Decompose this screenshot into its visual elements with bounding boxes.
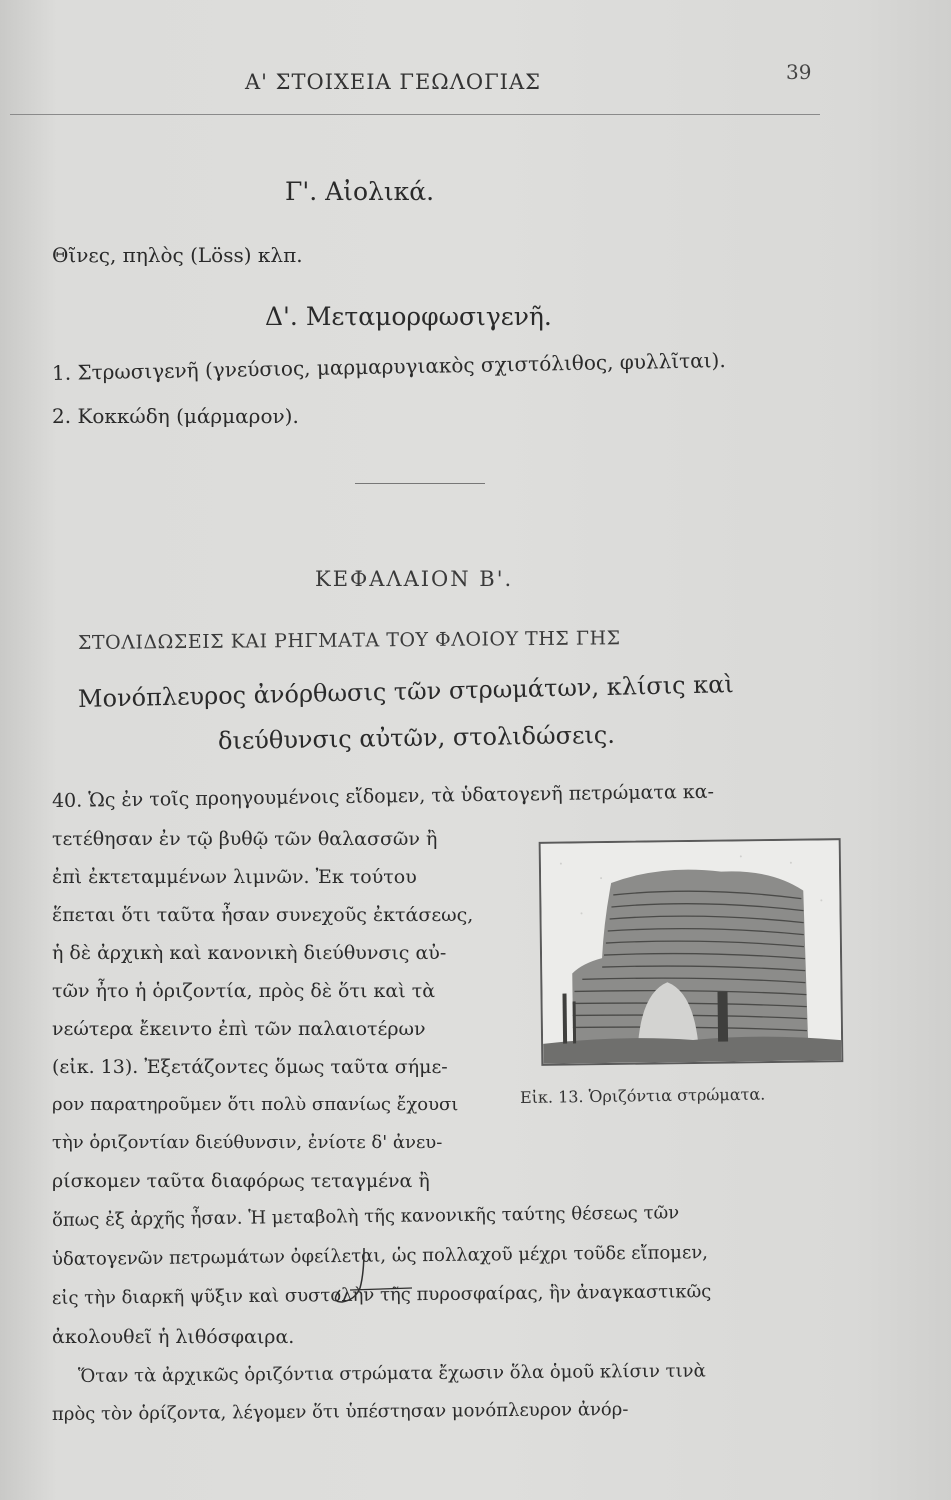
body-line: νεώτερα ἔκειντο ἐπὶ τῶν παλαιοτέρων <box>52 1018 426 1040</box>
section-c-heading: Γ'. Αἰολικά. <box>285 177 435 206</box>
body-line: ἐπὶ ἐκτεταμμένων λιμνῶν. Ἐκ τούτου <box>52 866 417 888</box>
layered-rock-outcrop-icon <box>541 840 842 1064</box>
body-line: τὴν ὁριζοντίαν διεύθυνσιν, ἐνίοτε δ' ἀνευ- <box>52 1132 443 1153</box>
chapter-subtitle: ΣΤΟΛΙΔΩΣΕΙΣ ΚΑΙ ΡΗΓΜΑΤΑ ΤΟΥ ΦΛΟΙΟΥ ΤΗΣ ΓΗΣ <box>77 627 621 654</box>
body-line: 40. Ὡς ἐν τοῖς προηγουμένοις εἴδομεν, τὰ ὑδατογενῆ πετρώματα κα- <box>51 780 715 812</box>
figure-13 <box>539 838 844 1066</box>
body-line: ὅπως ἐξ ἀρχῆς ἦσαν. Ἡ μεταβολὴ τῆς κανονικῆς ταύτης θέσεως τῶν <box>51 1202 680 1231</box>
body-line: ἀκολουθεῖ ἡ λιθόσφαιρα. <box>52 1326 295 1348</box>
body-line: τετέθησαν ἐν τῷ βυθῷ τῶν θαλασσῶν ἢ <box>52 828 438 850</box>
body-line: ὑδατογενῶν πετρωμάτων ὀφείλεται, ὡς πολλαχοῦ μέχρι τοῦδε εἴπομεν, <box>51 1242 709 1270</box>
header-divider <box>10 114 820 115</box>
pencil-mark-icon <box>300 1240 420 1310</box>
list-item: 2. Κοκκώδη (μάρμαρον). <box>52 404 299 428</box>
list-item: 1. Στρωσιγενῆ (γνεύσιος, μαρμαρυγιακὸς σχιστόλιθος, φυλλῖται). <box>51 348 726 385</box>
section-divider <box>355 483 485 484</box>
running-head: Α' ΣΤΟΙΧΕΙΑ ΓΕΩΛΟΓΙΑΣ <box>245 70 541 94</box>
chapter-title-line-2: διεύθυνσις αὐτῶν, στολιδώσεις. <box>217 720 616 755</box>
body-line: ἡ δὲ ἀρχικὴ καὶ κανονικὴ διεύθυνσις αὐ- <box>52 942 447 964</box>
chapter-title-line-1: Μονόπλευρος ἀνόρθωσις τῶν στρωμάτων, κλίσις καὶ <box>77 670 735 713</box>
body-line: Ὅταν τὰ ἀρχικῶς ὁριζόντια στρώματα ἔχωσιν ὅλα ὁμοῦ κλίσιν τινὰ <box>77 1360 706 1387</box>
body-line: ρον παρατηροῦμεν ὅτι πολὺ σπανίως ἔχουσι <box>52 1094 459 1115</box>
section-d-heading: Δ'. Μεταμορφωσιγενῆ. <box>265 302 552 331</box>
figure-caption: Εἰκ. 13. Ὁριζόντια στρώματα. <box>519 1084 766 1107</box>
page-number: 39 <box>786 60 812 84</box>
body-line: ἕπεται ὅτι ταῦτα ἦσαν συνεχοῦς ἐκτάσεως, <box>52 904 474 926</box>
body-line: πρὸς τὸν ὁρίζοντα, λέγομεν ὅτι ὑπέστησαν μονόπλευρον ἀνόρ- <box>51 1398 629 1425</box>
chapter-label: ΚΕΦΑΛΑΙΟΝ Β'. <box>315 567 514 591</box>
section-c-line: Θῖνες, πηλὸς (Löss) κλπ. <box>52 243 303 267</box>
body-line: τῶν ἦτο ἡ ὁριζοντία, πρὸς δὲ ὅτι καὶ τὰ <box>52 980 436 1002</box>
body-line: εἰς τὴν διαρκῆ ψῦξιν καὶ συστολὴν τῆς πυροσφαίρας, ἣν ἀναγκαστικῶς <box>51 1281 712 1309</box>
body-line: ρίσκομεν ταῦτα διαφόρως τεταγμένα ἢ <box>52 1170 430 1192</box>
body-line: (εἰκ. 13). Ἐξετάζοντες ὅμως ταῦτα σήμε- <box>52 1056 448 1078</box>
